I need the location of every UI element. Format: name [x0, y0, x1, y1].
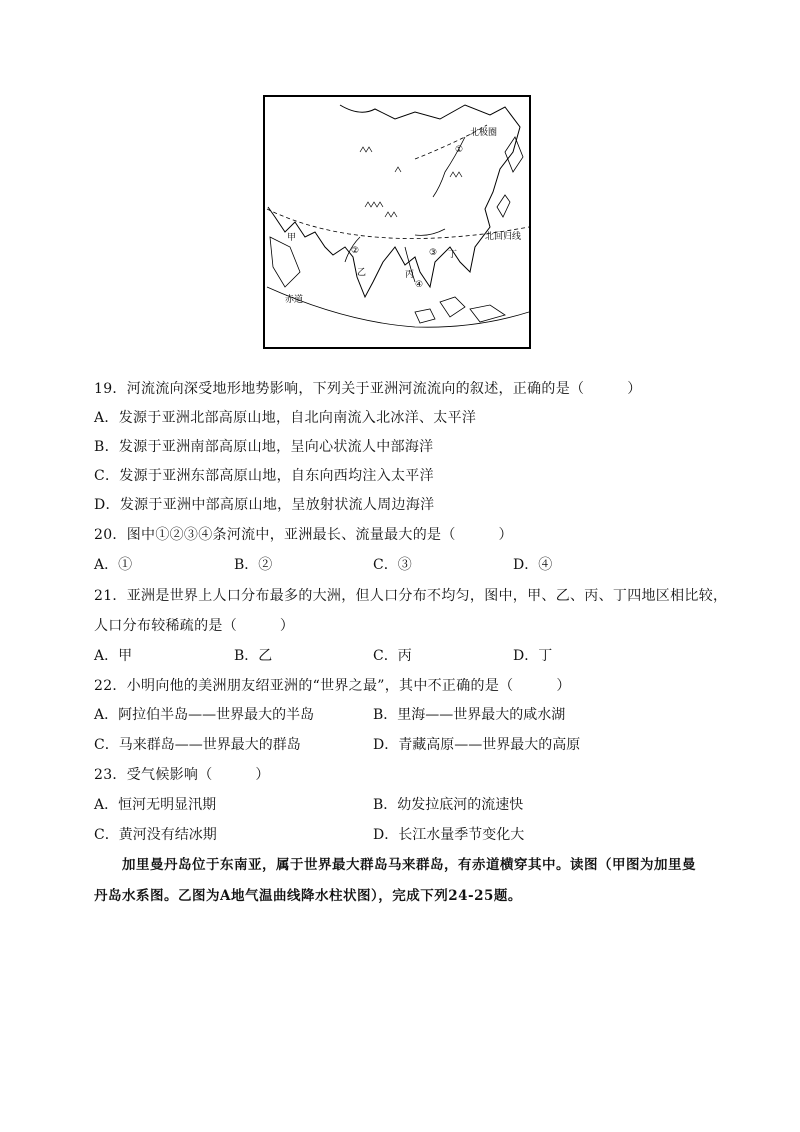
q22-stem: 22．小明向他的美洲朋友绍亚洲的“世界之最”，其中不正确的是（ ）: [94, 678, 571, 694]
japan-islands: [497, 195, 510, 217]
q21-option-d[interactable]: D．丁: [513, 648, 553, 664]
kamchatka: [505, 137, 523, 172]
q20-stem: 20．图中①②③④条河流中，亚洲最长、流量最大的是（ ）: [94, 527, 513, 543]
equator-label: 赤道: [285, 295, 304, 305]
equator-line: [267, 287, 529, 327]
q22-option-a[interactable]: A．阿拉伯半岛——世界最大的半岛: [94, 707, 315, 723]
bing-label: 丙: [405, 270, 415, 280]
mountain-marks: [360, 147, 462, 217]
river-1-marker: ①: [455, 145, 464, 155]
q22-option-d[interactable]: D．青藏高原——世界最大的高原: [373, 737, 581, 753]
q20-option-a[interactable]: A．①: [94, 557, 133, 573]
q22-option-b[interactable]: B．里海——世界最大的咸水湖: [373, 707, 566, 723]
q21-option-c[interactable]: C．丙: [373, 648, 412, 664]
q21-stem-line1: 21．亚洲是世界上人口分布最多的大洲，但人口分布不均匀，图中，甲、乙、丙、丁四地区相比较，: [94, 588, 728, 604]
q23-option-a[interactable]: A．恒河无明显汛期: [94, 797, 217, 813]
q23-option-b[interactable]: B．幼发拉底河的流速快: [373, 797, 524, 813]
q20-option-c[interactable]: C．③: [373, 557, 412, 573]
arctic-circle-label: 北极圈: [470, 128, 498, 138]
arabian-peninsula: [270, 237, 300, 287]
yi-label: 乙: [357, 268, 367, 278]
asia-map-figure: [263, 95, 531, 349]
river-3-marker: ③: [429, 248, 438, 258]
q19-stem: 19．河流流向深受地形地势影响，下列关于亚洲河流流向的叙述，正确的是（ ）: [94, 381, 642, 397]
q20-option-b[interactable]: B．②: [234, 557, 273, 573]
malay-archipelago: [415, 297, 505, 323]
tropic-of-cancer-label: 北回归线: [485, 232, 522, 242]
q20-option-d[interactable]: D．④: [513, 557, 553, 573]
q19-option-c[interactable]: C．发源于亚洲东部高原山地，自东向西均注入太平洋: [94, 468, 434, 484]
q19-option-a[interactable]: A．发源于亚洲北部高原山地，自北向南流入北冰洋、太平洋: [94, 410, 477, 426]
q19-option-d[interactable]: D．发源于亚洲中部高原山地，呈放射状流人周边海洋: [94, 497, 435, 513]
ding-label: 丁: [448, 250, 458, 260]
q24-25-intro-line1: 加里曼丹岛位于东南亚，属于世界最大群岛马来群岛，有赤道横穿其中。读图（甲图为加里曼: [122, 857, 696, 873]
q21-option-b[interactable]: B．乙: [234, 648, 273, 664]
asia-map: [265, 97, 529, 347]
q23-stem: 23．受气候影响（ ）: [94, 767, 270, 783]
q22-option-c[interactable]: C．马来群岛——世界最大的群岛: [94, 737, 301, 753]
q19-option-b[interactable]: B．发源于亚洲南部高原山地，呈向心状流人中部海洋: [94, 439, 434, 455]
river-2-marker: ②: [351, 246, 360, 256]
q23-option-c[interactable]: C．黄河没有结冰期: [94, 827, 217, 843]
q24-25-intro-line2: 丹岛水系图。乙图为A地气温曲线降水柱状图），完成下列24-25题。: [94, 888, 522, 904]
river-3: [415, 229, 445, 235]
q21-option-a[interactable]: A．甲: [94, 648, 133, 664]
q21-stem-line2: 人口分布较稀疏的是（ ）: [94, 618, 295, 634]
jia-label: 甲: [287, 233, 297, 243]
river-4-marker: ④: [415, 280, 424, 290]
q23-option-d[interactable]: D．长江水量季节变化大: [373, 827, 525, 843]
